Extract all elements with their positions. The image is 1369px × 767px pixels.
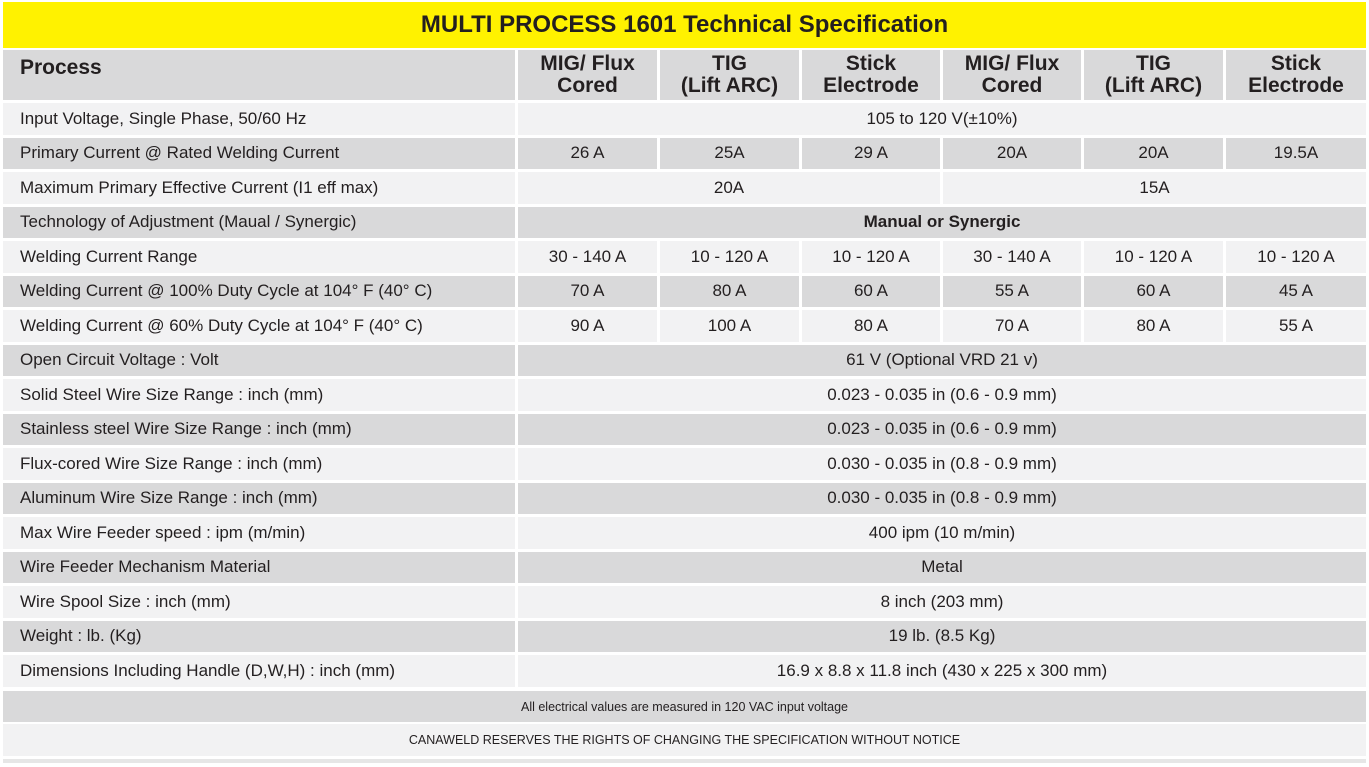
row-label: Dimensions Including Handle (D,W,H) : inch (mm) — [3, 655, 518, 690]
row-cell: 55 A — [1226, 310, 1366, 345]
row-cell: 10 - 120 A — [802, 241, 943, 276]
row-label: Flux-cored Wire Size Range : inch (mm) — [3, 448, 518, 483]
row-cell: 80 A — [1084, 310, 1226, 345]
table-row — [3, 310, 1366, 345]
row-cell: 30 - 140 A — [518, 241, 660, 276]
rights-notice: CANAWELD RESERVES THE RIGHTS OF CHANGING THE SPECIFICATION WITHOUT NOTICE — [3, 724, 1366, 756]
row-value: 105 to 120 V(±10%) — [518, 103, 1366, 138]
table-row — [3, 172, 1366, 207]
table-row — [3, 552, 1366, 587]
row-label: Primary Current @ Rated Welding Current — [3, 138, 518, 173]
row-cell: 29 A — [802, 138, 943, 173]
row-cell: 100 A — [660, 310, 802, 345]
row-cell: 80 A — [660, 276, 802, 311]
table-row — [3, 655, 1366, 690]
table-row — [3, 138, 1366, 173]
bottom-divider — [3, 759, 1366, 763]
row-cell: 45 A — [1226, 276, 1366, 311]
column-header-tig-1: TIG (Lift ARC) — [660, 50, 802, 103]
row-cell: 26 A — [518, 138, 660, 173]
row-value: 61 V (Optional VRD 21 v) — [518, 345, 1366, 380]
table-row — [3, 241, 1366, 276]
table-row — [3, 621, 1366, 656]
row-label: Welding Current @ 60% Duty Cycle at 104° F (40° C) — [3, 310, 518, 345]
row-label: Wire Spool Size : inch (mm) — [3, 586, 518, 621]
row-label: Stainless steel Wire Size Range : inch (mm) — [3, 414, 518, 449]
column-header-tig-2: TIG (Lift ARC) — [1084, 50, 1226, 103]
column-header-stick-1: Stick Electrode — [802, 50, 943, 103]
table-row — [3, 517, 1366, 552]
row-value: 0.023 - 0.035 in (0.6 - 0.9 mm) — [518, 414, 1366, 449]
table-row — [3, 483, 1366, 518]
row-value: 0.023 - 0.035 in (0.6 - 0.9 mm) — [518, 379, 1366, 414]
row-label: Technology of Adjustment (Maual / Synergic) — [3, 207, 518, 242]
row-group-value: 20A — [518, 172, 943, 207]
spec-table — [3, 50, 1366, 690]
row-cell: 90 A — [518, 310, 660, 345]
row-value: Metal — [518, 552, 1366, 587]
table-row — [3, 586, 1366, 621]
table-row — [3, 207, 1366, 242]
row-cell: 80 A — [802, 310, 943, 345]
table-row — [3, 448, 1366, 483]
row-label: Aluminum Wire Size Range : inch (mm) — [3, 483, 518, 518]
column-header-mig-1: MIG/ Flux Cored — [518, 50, 660, 103]
row-value: 19 lb. (8.5 Kg) — [518, 621, 1366, 656]
measurement-note: All electrical values are measured in 120 VAC input voltage — [3, 691, 1366, 722]
row-label: Max Wire Feeder speed : ipm (m/min) — [3, 517, 518, 552]
row-label: Weight : lb. (Kg) — [3, 621, 518, 656]
row-cell: 25A — [660, 138, 802, 173]
row-cell: 70 A — [943, 310, 1084, 345]
row-value: 8 inch (203 mm) — [518, 586, 1366, 621]
process-header: Process — [3, 50, 518, 103]
row-group-value: 15A — [943, 172, 1366, 207]
row-label: Input Voltage, Single Phase, 50/60 Hz — [3, 103, 518, 138]
row-cell: 20A — [1084, 138, 1226, 173]
row-label: Maximum Primary Effective Current (I1 eff max) — [3, 172, 518, 207]
row-cell: 10 - 120 A — [1226, 241, 1366, 276]
row-value: 0.030 - 0.035 in (0.8 - 0.9 mm) — [518, 448, 1366, 483]
row-label: Solid Steel Wire Size Range : inch (mm) — [3, 379, 518, 414]
row-cell: 60 A — [1084, 276, 1226, 311]
table-row — [3, 276, 1366, 311]
row-cell: 70 A — [518, 276, 660, 311]
row-value: 0.030 - 0.035 in (0.8 - 0.9 mm) — [518, 483, 1366, 518]
column-header-stick-2: Stick Electrode — [1226, 50, 1366, 103]
table-row — [3, 103, 1366, 138]
row-value: 16.9 x 8.8 x 11.8 inch (430 x 225 x 300 mm) — [518, 655, 1366, 690]
row-cell: 19.5A — [1226, 138, 1366, 173]
row-cell: 10 - 120 A — [1084, 241, 1226, 276]
row-cell: 30 - 140 A — [943, 241, 1084, 276]
row-label: Open Circuit Voltage : Volt — [3, 345, 518, 380]
row-label: Welding Current Range — [3, 241, 518, 276]
header-row — [3, 50, 1366, 103]
row-value: Manual or Synergic — [518, 207, 1366, 242]
table-row — [3, 379, 1366, 414]
row-value: 400 ipm (10 m/min) — [518, 517, 1366, 552]
row-label: Wire Feeder Mechanism Material — [3, 552, 518, 587]
row-cell: 60 A — [802, 276, 943, 311]
column-header-mig-2: MIG/ Flux Cored — [943, 50, 1084, 103]
spec-title: MULTI PROCESS 1601 Technical Specification — [3, 2, 1366, 48]
table-row — [3, 414, 1366, 449]
row-cell: 10 - 120 A — [660, 241, 802, 276]
row-cell: 20A — [943, 138, 1084, 173]
row-label: Welding Current @ 100% Duty Cycle at 104° F (40° C) — [3, 276, 518, 311]
table-row — [3, 345, 1366, 380]
row-cell: 55 A — [943, 276, 1084, 311]
